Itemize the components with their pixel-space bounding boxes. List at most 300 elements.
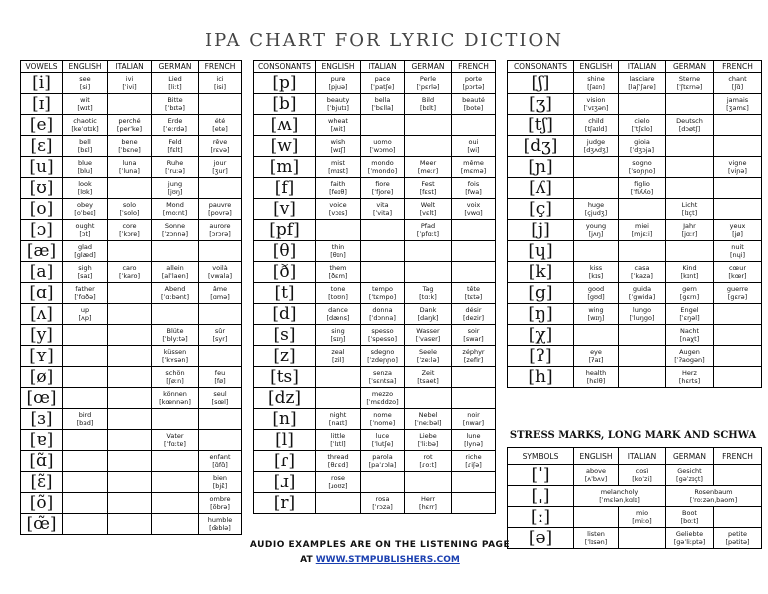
example-word: sdegno [370, 348, 395, 356]
example-cell-fr [452, 178, 496, 199]
example-cell-de [666, 73, 714, 94]
table-row [21, 493, 242, 514]
example-cell-fr [199, 220, 242, 241]
table-row [508, 157, 762, 178]
example-ipa: [ˈsolo] [119, 209, 140, 217]
ipa-symbol: [d] [254, 304, 316, 325]
example-cell-fr [714, 241, 762, 262]
ipa-symbol: [n] [254, 409, 316, 430]
table-row [21, 241, 242, 262]
ipa-symbol: [ʒ] [508, 94, 574, 115]
example-cell-fr [199, 73, 242, 94]
example-ipa: [mɪst] [328, 167, 348, 175]
example-cell-en [316, 220, 361, 241]
table-row [254, 325, 496, 346]
example-cell-de [666, 507, 714, 528]
example-ipa: [nwar] [462, 419, 485, 427]
example-cell-en [316, 178, 361, 199]
example-cell-de [666, 465, 714, 486]
example-ipa: [ˈʃtɛrnə] [676, 83, 703, 91]
ipa-symbol: [ɥ] [508, 241, 574, 262]
table-row [254, 304, 496, 325]
example-cell-it [361, 367, 405, 388]
example-word: soir [467, 327, 480, 335]
example-ipa: [ˈdʒɔja] [629, 146, 655, 154]
example-word: thin [331, 243, 345, 251]
table-row [508, 465, 762, 486]
example-ipa: [moːnt] [162, 209, 188, 217]
ipa-symbol: [ɛ̃] [21, 472, 63, 493]
example-cell-it [619, 199, 666, 220]
ipa-symbol: [ɾ] [254, 451, 316, 472]
example-ipa: [ˈluna] [119, 167, 140, 175]
example-word: voice [329, 201, 347, 209]
example-cell-fr [714, 262, 762, 283]
example-cell-fr [452, 220, 496, 241]
example-cell-it [619, 465, 666, 486]
table-row [21, 409, 242, 430]
example-ipa: [ˈvasɐr] [415, 335, 441, 343]
table-row [254, 178, 496, 199]
example-ipa: [tʃaɪld] [584, 125, 608, 133]
example-cell-en [574, 73, 619, 94]
ipa-symbol: [ʎ] [508, 178, 574, 199]
example-ipa: [ˈwɔmo] [369, 146, 396, 154]
example-cell-de [666, 325, 714, 346]
example-word: Boot [682, 509, 697, 517]
example-cell-it [361, 199, 405, 220]
ipa-symbol: [pf] [254, 220, 316, 241]
example-word: ombre [209, 495, 231, 503]
example-ipa: [ʃøːn] [166, 377, 184, 385]
example-cell-fr [199, 514, 242, 535]
example-cell-fr [714, 346, 762, 367]
example-cell-en [574, 325, 619, 346]
example-word: rot [423, 453, 433, 461]
example-cell-en [574, 486, 666, 507]
example-cell-fr [199, 94, 242, 115]
example-cell-fr [714, 115, 762, 136]
example-cell-it [108, 493, 152, 514]
ipa-symbol: [dz] [254, 388, 316, 409]
example-cell-it [108, 430, 152, 451]
example-cell-en [63, 514, 108, 535]
table-row [254, 157, 496, 178]
example-cell-it [619, 262, 666, 283]
example-word: Erde [167, 117, 183, 125]
example-ipa: [ˈbjutɪ] [327, 104, 349, 112]
example-cell-it [361, 157, 405, 178]
example-cell-de [405, 388, 452, 409]
example-word: miei [635, 222, 649, 230]
example-word: Perle [419, 75, 437, 83]
ipa-symbol: [l] [254, 430, 316, 451]
example-cell-fr [452, 346, 496, 367]
example-cell-de [405, 220, 452, 241]
example-cell-it [108, 178, 152, 199]
example-ipa: [ˈrɔza] [372, 503, 393, 511]
example-cell-it [108, 220, 152, 241]
example-cell-it [108, 325, 152, 346]
example-cell-it [619, 157, 666, 178]
table-row [508, 304, 762, 325]
example-word: Geliebte [675, 530, 704, 538]
example-ipa: [wɪt] [77, 104, 93, 112]
example-ipa: [dæns] [326, 314, 350, 322]
example-ipa: [hɛrr] [419, 503, 437, 511]
ipa-symbol: [i] [21, 73, 63, 94]
example-word: rose [331, 474, 345, 482]
example-word: pace [374, 75, 391, 83]
ipa-symbol: [a] [21, 262, 63, 283]
example-word: oui [468, 138, 479, 146]
example-cell-fr [199, 409, 242, 430]
website-line [240, 555, 520, 565]
example-ipa: [ete] [212, 125, 228, 133]
example-ipa: [toʊn] [328, 293, 348, 301]
example-word: core [122, 222, 137, 230]
example-ipa: [wɪʃ] [330, 146, 346, 154]
example-ipa: [ɔrɔrə] [209, 230, 231, 238]
example-word: wish [330, 138, 346, 146]
example-ipa: [si] [79, 83, 91, 91]
example-cell-en [574, 241, 619, 262]
example-word: parola [372, 453, 393, 461]
example-cell-fr [714, 528, 762, 549]
example-cell-it [619, 325, 666, 346]
example-ipa: [vɛlt] [419, 209, 437, 217]
example-cell-it [619, 115, 666, 136]
example-ipa: [tɛtə] [464, 293, 483, 301]
example-cell-de [666, 486, 762, 507]
example-cell-fr [714, 136, 762, 157]
table-row [508, 115, 762, 136]
example-ipa: [sɪŋ] [330, 335, 346, 343]
ipa-symbol: [θ] [254, 241, 316, 262]
example-word: nome [373, 411, 392, 419]
column-header: ITALIAN [108, 61, 152, 73]
example-ipa: [kœr] [728, 272, 747, 280]
example-cell-en [574, 262, 619, 283]
example-cell-de [152, 430, 199, 451]
table-row [508, 283, 762, 304]
example-ipa: [ˈzɔnnə] [161, 230, 189, 238]
example-cell-fr [452, 451, 496, 472]
example-ipa: [gɛrə] [727, 293, 748, 301]
example-word: mio [635, 509, 649, 517]
example-cell-it [108, 199, 152, 220]
example-cell-en [574, 220, 619, 241]
example-cell-de [152, 220, 199, 241]
example-cell-de [666, 178, 714, 199]
example-ipa: [ˈneːbəl] [414, 419, 442, 427]
example-ipa: [ˈɛŋəl] [679, 314, 700, 322]
example-word: child [588, 117, 604, 125]
example-cell-it [108, 262, 152, 283]
example-ipa: [ˈbɪtə] [165, 104, 185, 112]
example-word: voix [466, 201, 481, 209]
column-header: SYMBOLS [508, 448, 574, 465]
example-ipa: [saɪ] [77, 272, 93, 280]
example-ipa: [gʊd] [587, 293, 605, 301]
ipa-symbol: [ˌ] [508, 486, 574, 507]
example-word: sogno [632, 159, 652, 167]
example-ipa: [ʌˈbʌv] [584, 475, 608, 483]
example-cell-en [574, 283, 619, 304]
example-cell-de [152, 241, 199, 262]
example-word: Pfad [420, 222, 436, 230]
example-cell-fr [714, 325, 762, 346]
example-word: humble [207, 516, 233, 524]
example-word: bird [78, 411, 92, 419]
example-ipa: [hɛlθ] [586, 377, 606, 385]
example-cell-fr [199, 346, 242, 367]
example-cell-en [63, 346, 108, 367]
ipa-symbol: [ɑ] [21, 283, 63, 304]
example-cell-it [361, 220, 405, 241]
example-cell-fr [452, 73, 496, 94]
ipa-symbol: [χ] [508, 325, 574, 346]
example-cell-en [316, 262, 361, 283]
example-cell-it [108, 115, 152, 136]
example-word: bell [79, 138, 91, 146]
example-ipa: [glæd] [74, 251, 96, 259]
example-ipa: [ˈbɛlla] [371, 104, 394, 112]
example-ipa: [boːt] [680, 517, 699, 525]
example-ipa: [tsaet] [417, 377, 439, 385]
example-cell-de [666, 346, 714, 367]
example-cell-en [316, 367, 361, 388]
column-header: GERMAN [666, 61, 714, 73]
example-cell-en [316, 157, 361, 178]
example-word: lasciare [629, 75, 655, 83]
example-cell-it [361, 493, 405, 514]
table-row [21, 199, 242, 220]
example-word: Engel [680, 306, 699, 314]
example-cell-en [574, 507, 619, 528]
example-word: Mond [166, 201, 184, 209]
table-row [508, 178, 762, 199]
example-cell-fr [199, 115, 242, 136]
example-cell-fr [714, 178, 762, 199]
example-cell-de [405, 493, 452, 514]
example-word: donna [372, 306, 393, 314]
example-ipa: [ˈliːbə] [417, 440, 439, 448]
ipa-symbol: [ŋ] [508, 304, 574, 325]
table-row [254, 388, 496, 409]
column-header: GERMAN [405, 61, 452, 73]
example-ipa: [ˈzdeɲɲo] [367, 356, 398, 364]
example-word: up [80, 306, 90, 314]
example-ipa: [viɲə] [728, 167, 747, 175]
example-ipa: [ˈvita] [372, 209, 393, 217]
example-word: Herr [420, 495, 436, 503]
example-word: good [587, 285, 605, 293]
example-cell-de [405, 451, 452, 472]
example-cell-de [152, 157, 199, 178]
example-cell-it [361, 178, 405, 199]
example-word: zéphyr [462, 348, 485, 356]
example-ipa: [pɔrtə] [462, 83, 485, 91]
example-word: gioia [634, 138, 650, 146]
example-word: Dank [419, 306, 437, 314]
example-cell-fr [199, 325, 242, 346]
example-word: listen [587, 530, 605, 538]
example-cell-it [361, 136, 405, 157]
example-word: mondo [371, 159, 394, 167]
example-cell-de [152, 472, 199, 493]
example-cell-it [361, 262, 405, 283]
example-cell-en [316, 283, 361, 304]
table-row [508, 367, 762, 388]
ipa-symbol: [ɜ] [21, 409, 63, 430]
example-cell-de [152, 262, 199, 283]
example-word: vision [586, 96, 606, 104]
example-ipa: [ˈɑːbənt] [161, 293, 189, 301]
example-cell-en [316, 346, 361, 367]
example-cell-en [316, 199, 361, 220]
example-ipa: [ɔt] [79, 230, 91, 238]
example-word: them [329, 264, 347, 272]
example-cell-en [63, 367, 108, 388]
ipa-symbol: [j] [508, 220, 574, 241]
column-header: FRENCH [199, 61, 242, 73]
example-cell-en [63, 283, 108, 304]
example-word: voilà [212, 264, 228, 272]
example-cell-de [405, 157, 452, 178]
example-word: nuit [731, 243, 744, 251]
example-cell-it [108, 136, 152, 157]
example-word: tone [330, 285, 346, 293]
ipa-symbol: [t] [254, 283, 316, 304]
example-ipa: [kɪs] [588, 272, 604, 280]
example-cell-en [316, 73, 361, 94]
website-link[interactable]: WWW.STMPUBLISHERS.COM [315, 555, 460, 565]
example-ipa: [ˈluŋgo] [629, 314, 655, 322]
example-cell-fr [452, 388, 496, 409]
ipa-symbol: [ə] [508, 528, 574, 549]
table-row [21, 304, 242, 325]
example-ipa: [ˈkʏsən] [161, 356, 189, 364]
example-cell-en [316, 136, 361, 157]
example-word: mist [330, 159, 346, 167]
example-cell-fr [714, 507, 762, 528]
example-word: cœur [728, 264, 746, 272]
example-ipa: [fwa] [465, 188, 482, 196]
column-header: CONSONANTS [508, 61, 574, 73]
example-ipa: [ˈroːzənˌbaom] [689, 496, 738, 504]
example-word: Meer [419, 159, 437, 167]
example-cell-fr [452, 157, 496, 178]
example-cell-it [108, 388, 152, 409]
example-word: Lied [168, 75, 182, 83]
example-word: luna [122, 159, 137, 167]
table-row [508, 241, 762, 262]
example-cell-en [63, 241, 108, 262]
example-word: Blüte [166, 327, 184, 335]
example-cell-it [361, 388, 405, 409]
example-cell-it [108, 472, 152, 493]
table-row [254, 367, 496, 388]
example-word: Sterne [678, 75, 701, 83]
table-row [508, 73, 762, 94]
example-ipa: [ˈbɛne] [118, 146, 141, 154]
table-row [21, 220, 242, 241]
example-cell-it [108, 367, 152, 388]
example-word: lune [466, 432, 481, 440]
example-cell-it [108, 514, 152, 535]
example-word: shine [587, 75, 605, 83]
ipa-symbol: [ɪ] [21, 94, 63, 115]
example-cell-de [152, 388, 199, 409]
header-row [21, 61, 242, 73]
example-word: ici [216, 75, 224, 83]
ipa-symbol: [ː] [508, 507, 574, 528]
example-ipa: [miːo] [632, 517, 652, 525]
ipa-symbol: [ɔ] [21, 220, 63, 241]
example-cell-it [619, 367, 666, 388]
example-cell-de [152, 451, 199, 472]
example-word: vita [376, 201, 389, 209]
ipa-symbol: [ˈ] [508, 465, 574, 486]
example-cell-fr [452, 136, 496, 157]
example-word: tête [466, 285, 481, 293]
example-ipa: [jʌŋ] [588, 230, 604, 238]
example-ipa: [wi] [467, 146, 480, 154]
example-cell-fr [714, 94, 762, 115]
example-cell-de [152, 73, 199, 94]
example-cell-en [574, 136, 619, 157]
example-word: Wasser [416, 327, 440, 335]
example-ipa: [ˈkɔre] [119, 230, 140, 238]
example-ipa: [gəˈzɪçt] [676, 475, 703, 483]
example-word: fois [467, 180, 480, 188]
example-word: guerre [726, 285, 749, 293]
ipa-symbol: [f] [254, 178, 316, 199]
example-cell-it [361, 115, 405, 136]
example-ipa: [œ̃blə] [209, 524, 231, 532]
column-header: VOWELS [21, 61, 63, 73]
ipa-symbol: [k] [508, 262, 574, 283]
ipa-symbol: [ɑ̃] [21, 451, 63, 472]
example-word: melancholy [600, 488, 639, 496]
table-row [21, 283, 242, 304]
example-ipa: [mɛmə] [460, 167, 487, 175]
example-ipa: [jɑːr] [681, 230, 698, 238]
table-row [21, 73, 242, 94]
example-cell-it [361, 73, 405, 94]
example-cell-de [405, 241, 452, 262]
ipa-symbol: [ʃ] [508, 73, 574, 94]
example-ipa: [ˈspesso] [367, 335, 398, 343]
example-cell-de [152, 367, 199, 388]
table-row [254, 220, 496, 241]
example-ipa: [perˈke] [116, 125, 143, 133]
example-ipa: [ˈlutʃe] [371, 440, 394, 448]
example-cell-de [666, 262, 714, 283]
example-cell-fr [714, 465, 762, 486]
example-word: caro [122, 264, 137, 272]
example-word: look [78, 180, 92, 188]
example-ipa: [zefir] [463, 356, 484, 364]
example-cell-it [108, 241, 152, 262]
example-cell-fr [452, 325, 496, 346]
example-ipa: [lynə] [464, 440, 483, 448]
example-cell-en [63, 136, 108, 157]
example-word: sing [331, 327, 345, 335]
example-cell-it [108, 94, 152, 115]
example-ipa: [dɔøtʃ] [678, 125, 701, 133]
